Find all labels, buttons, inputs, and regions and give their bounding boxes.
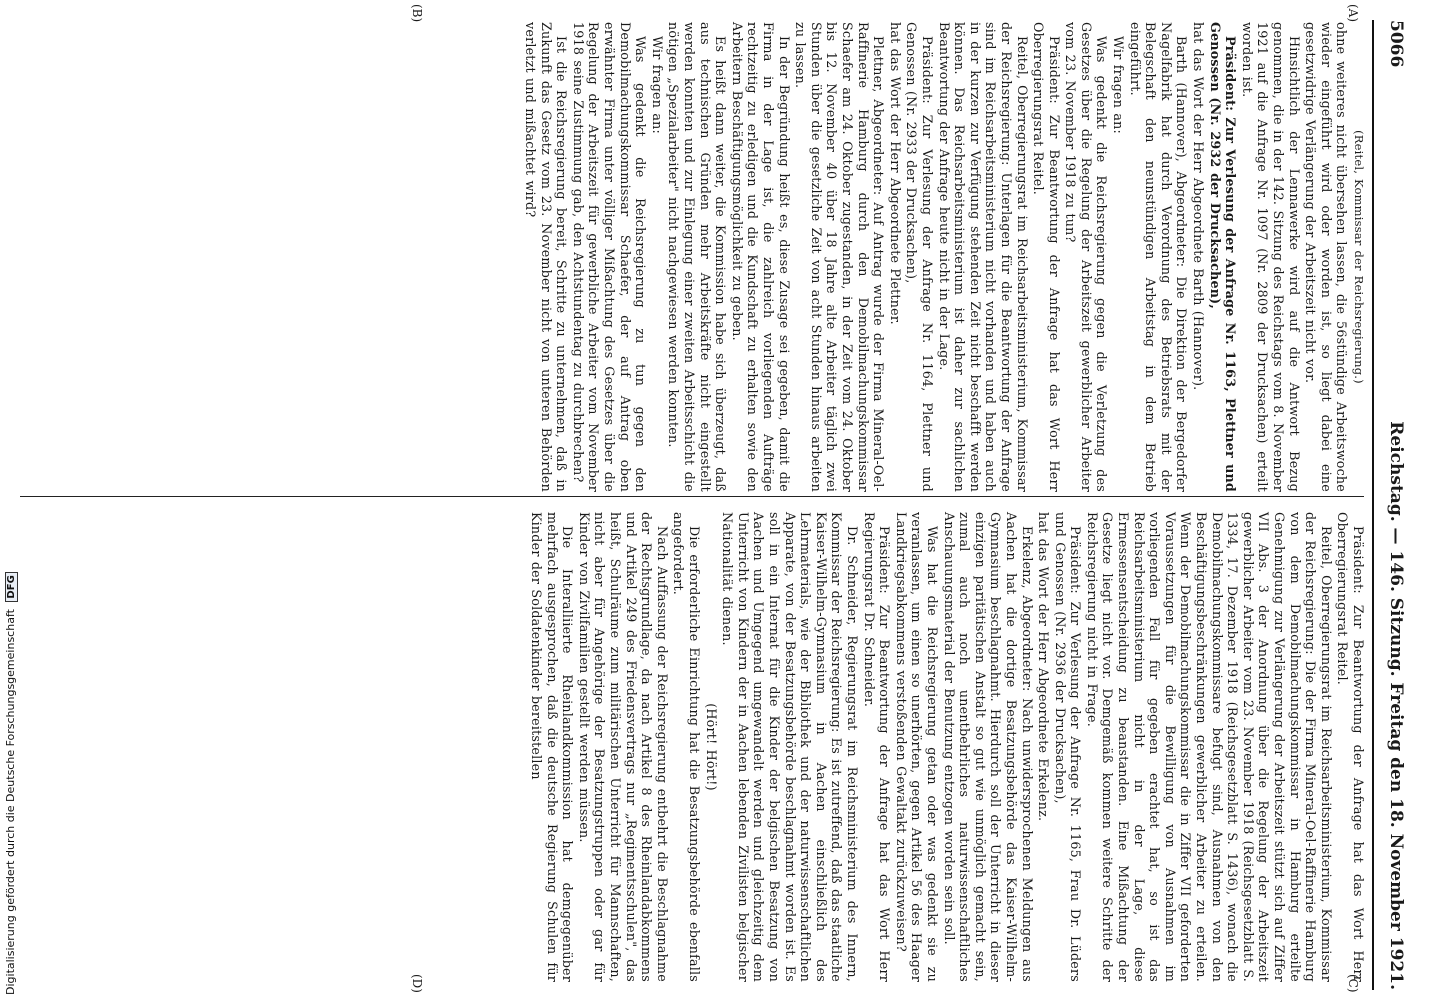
paragraph: hat das Wort der Herr Abgeordnete Erkelenz. [1036,512,1052,822]
left-column [522,22,1366,492]
paragraph: Reitel, Oberregierungsrat im Reichsarbeitsministerium, Kommissar der Reichsregierung: Die der Firma Mineral-Oel-Raffinerie Hamburg von dem Demobilmachungskommissar in Hamburg erteilte Genehmigung zur Verlängerung der Arbeitszeit stützt sich auf Ziffer VII Abs. 3 der Anordnung über die Regelung der Arbeitszeit gewerblicher Arbeiter vom 23. November 1918 (Reichsgesetzblatt S. 1334, 17. Dezember 1918 (Reichsgesetzblatt S. 1436), wonach die Demobilmachungskommissare befugt sind, Ausnahmen von den Beschäftigungsbeschränkungen gewerblicher Arbeiter zu erteilen. Wenn der Demobilmachungskommissar die in Ziffer VII geforderten Voraussetzungen für die Bewilligung von Ausnahmen im vorliegenden Fall für gegeben erachtet hat, so ist das Reichsarbeitsministerium nicht in der Lage, diese Ermessensentscheidung zu beanstanden. Eine Mißachtung der Gesetze liegt nicht vor. Demgemäß kommen weitere Schritte der Reichsregierung nicht in Frage. [1084,512,1334,982]
margin-label-b: (B) [410,4,424,23]
digitization-footer [0,0,30,1000]
paragraph: Präsident: Zur Beantwortung der Anfrage hat das Wort Herr Oberregierungsrat Reitel. [1031,22,1062,492]
paragraph: Nach Auffassung der Reichsregierung entbehrt die Beschlagnahme der Rechtsgrundlage, da nach Artikel 8 des Rheinlandabkommens und Artikel 249 des Friedensvertrags nur „Regimentsschulen", das heißt, Schulräume zum militärischen Unterricht für Mannschaften, nicht aber für Angehörige der Besatzungstruppen oder gar für Kinder von Zivilfamilien gestellt werden müssen. [576,512,670,982]
paragraph: Barth (Hannover), Abgeordneter: Die Direktion der Bergedorfer Nagelfabrik hat durch Verordnung des Betriebsrats mit der Belegschaft den neunstündigen Arbeitstag in dem Betrieb eingeführt. [1127,22,1190,492]
running-head: (Reitel, Kommissar der Reichsregierung.) [1352,130,1366,384]
margin-label-d: (D) [410,974,424,993]
paragraph: Wir fragen an: [1111,36,1127,134]
paragraph: ohne weiteres nicht übersehen lassen, die 56stündige Arbeitswoche wieder eingeführt wird oder worden ist, so liegt dabei eine gesetzwidrige Verlängerung der Arbeitszeit nicht vor. [1303,22,1350,492]
paragraph: Präsident: Zur Verlesung der Anfrage Nr. 1165, Frau Dr. Lüders und Genossen (Nr. 2936 der Drucksachen), [1052,512,1084,982]
margin-label-a: (A) [1346,4,1360,23]
page-header [1376,20,1416,990]
paragraph: Präsident: Zur Verlesung der Anfrage Nr. 1163, Plettner und Genossen (Nr. 2932 der Drucksachen), [1207,22,1239,492]
paragraph: Dr. Schneider, Regierungsrat im Reichsministerium des Innern, Kommissar der Reichsregierung: Es ist zutreffend, daß das staatliche Kaiser-Wilhelm-Gymnasium in Aachen einschließlich des Lehrmaterials, wie der Bibliothek und der naturwissenschaftlichen Apparate, von der Besatzungsbehörde beschlagnahmt worden ist. Es soll in ein Internat für die Kinder der belgischen Besatzung von Aachen und Umgegend umgewandelt werden und gleichzeitig dem Unterricht von Kindern der in Aachen lebenden Zivilisten belgischer Nationalität dienen. [720,512,860,982]
paragraph: hat das Wort der Herr Abgeordnete Barth (Hannover). [1191,22,1207,391]
header-rule [1372,20,1374,990]
right-column [528,512,1366,982]
paragraph: Reitel, Oberregierungsrat im Reichsarbeitsministerium, Kommissar der Reichsregierung: Unterlagen für die Beantwortung der Anfrage sind im Reichsarbeitsministerium nicht vorhanden und haben auch in der kurzen zur Verfügung stehenden Zeit nicht beschafft werden können. Das Reichsarbeitsministerium ist daher zur sachlichen Beantwortung der Anfrage heute nicht in der Lage. [936,22,1030,492]
paragraph: Die erforderliche Einrichtung hat die Besatzungsbehörde ebenfalls angefordert. [671,512,703,982]
paragraph: Es heißt dann weiter, die Kommission habe sich überzeugt, daß aus technischen Gründen mehr Arbeitskräfte nicht eingestellt werden konnten und zur Einlegung einer zweiten Arbeitsschicht die nötigen „Spezialarbeiter" nicht nachgewiesen werden konnten. [666,22,729,492]
margin-label-c: (C) [1346,974,1360,993]
paragraph: Hinsichtlich der Lennawerke wird auf die Antwort Bezug genommen, die in der 142. Sitzung des Reichstags vom 8. November 1921 auf die Anfrage Nr. 1097 (Nr. 2809 der Drucksachen) erteilt worden ist. [1239,22,1302,492]
footer-text: Digitalisierung gefördert durch die Deutsche Forschungsgemeinschaft [4,609,17,995]
paragraph: In der Begründung heißt es, diese Zusage sei gegeben, damit die Firma in der Lage ist, die zahlreich vorliegenden Aufträge rechtzeitig zu erledigen und die Kundschaft zu erhalten sowie den Arbeitern Beschäftigungsmöglichkeit zu geben. [729,22,792,492]
paragraph: Erkelenz, Abgeordneter: Nach unwidersprochenen Meldungen aus Aachen hat die dortige Besatzungsbehörde das Kaiser-Wilhelm-Gymnasium beschlagnahmt. Hierdurch soll der Unterricht in dieser einzigen paritätischen Anstalt so gut wie unmöglich gemacht sein, zumal auch noch unentbehrliches naturwissenschaftliches Anschauungsmaterial der Benutzung entzogen worden sein soll. [941,512,1035,982]
paragraph: Wir fragen an: [649,36,665,134]
paragraph: Präsident: Zur Beantwortung der Anfrage hat das Wort Herr Oberregierungsrat Reitel. [1335,512,1366,982]
page-title: Reichstag. — 146. Sitzung. Freitag den 18. November 1921. [1386,421,1406,990]
dfg-logo: DFG [5,572,18,601]
paragraph: Was hat die Reichsregierung getan oder was gedenkt sie zu veranlassen, um einen so unerhörten, gegen Artikel 56 des Haager Landkriegsabkommens verstoßenden Gewaltakt zurückzuweisen? [893,512,940,982]
paragraph: hat das Wort der Herr Abgeordnete Plettner. [887,22,903,325]
paragraph: Präsident: Zur Verlesung der Anfrage Nr. 1164, Plettner und Genossen (Nr. 2933 der Drucksachen), [904,22,935,492]
page-number: 5066 [1386,20,1406,68]
paragraph: Die Interalliierte Rheinlandkommission hat demgegenüber mehrfach ausgesprochen, daß die deutsche Regierung Schulen für Kinder der Soldatenkinder bereitstellen [529,512,576,982]
column-divider [20,496,1364,497]
paragraph: Was gedenkt die Reichsregierung zu tun gegen den Demobilmachungskommissar Schaefer, der auf Antrag oben erwähnter Firma unter völliger Mißachtung des Gesetzes über die Regelung der Arbeitszeit für gewerbliche Arbeiter vom November 1918 seine Zustimmung gab, den Achtstundentag zu durchbrechen? [570,22,649,492]
paragraph: Ist die Reichsregierung bereit, Schritte zu unternehmen, daß in Zukunft das Gesetz vom 23. November nicht von unteren Behörden verletzt und mißachtet wird? [523,22,570,492]
paragraph: Plettner, Abgeordneter: Auf Antrag wurde der Firma Mineral-Oel-Raffinerie Hamburg durch den Demobilmachungskommissar Schaefer am 24. Oktober zugestanden, in der Zeit vom 24. Oktober bis 12. November 40 über 18 Jahre alte Arbeiter täglich zwei Stunden über die gesetzliche Zeit von acht Stunden hinaus arbeiten zu lassen. [793,22,887,492]
paragraph: Was gedenkt die Reichsregierung gegen die Verletzung des Gesetzes über die Regelung der Arbeitszeit gewerblicher Arbeiter vom 23. November 1918 zu tun? [1063,22,1110,492]
paragraph: Präsident: Zur Beantwortung der Anfrage hat das Wort Herr Regierungsrat Dr. Schneider. [861,512,893,982]
interjection: (Hört! Hört!) [703,703,719,791]
